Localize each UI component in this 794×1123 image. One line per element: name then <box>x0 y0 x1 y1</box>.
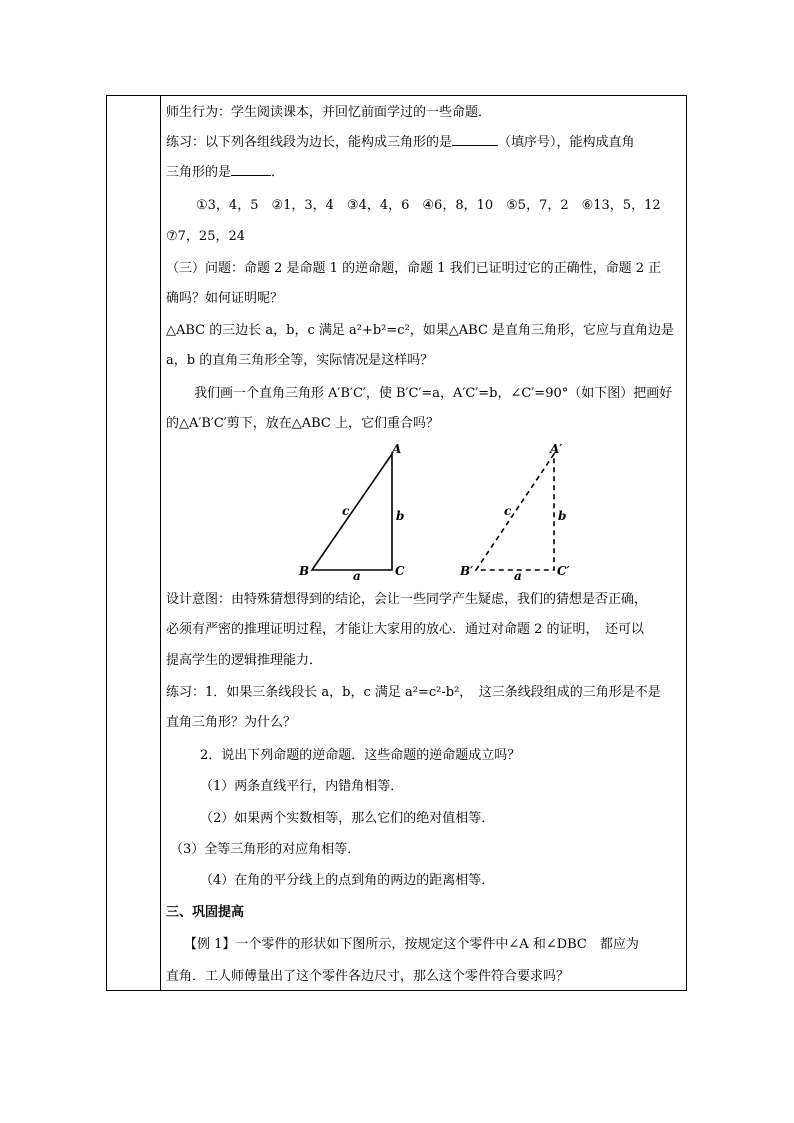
text-segment: ． <box>271 165 285 180</box>
text-line: 的△A′B′C′剪下，放在△ABC 上，它们重合吗？ <box>166 416 440 431</box>
text-line: （4）在角的平分线上的点到角的两边的距离相等． <box>200 873 495 888</box>
text-segment: （填序号），能构成直角 <box>498 135 635 150</box>
exercise-line <box>166 165 284 181</box>
column-divider <box>160 95 161 991</box>
text-line: 【例 1】一个零件的形状如下图所示，按规定这个零件中∠A 和∠DBC 都应为 <box>184 937 639 952</box>
answer-blank <box>452 145 498 146</box>
text-line: 直角三角形？为什么？ <box>166 715 297 730</box>
side-label-a-prime: a <box>514 569 522 583</box>
text-segment: 三角形的是 <box>166 165 232 180</box>
text-line: 必须有严密的推理证明过程，才能让大家用的放心．通过对命题 2 的证明， 还可以 <box>166 622 645 637</box>
side-label-a: a <box>353 569 361 583</box>
text-line: a，b 的直角三角形全等，实际情况是这样吗？ <box>166 353 434 368</box>
text-line: 直角．工人师傅量出了这个零件各边尺寸，那么这个零件符合要求吗？ <box>166 969 570 984</box>
vertex-label-a-prime: A′ <box>550 442 563 456</box>
side-label-c-prime: c <box>504 504 512 518</box>
text-line: 提高学生的逻辑推理能力． <box>166 653 323 668</box>
triangle-abc-figure <box>290 440 420 585</box>
options-line: ①3，4，5 ②1，3，4 ③4，4，6 ④6，8，10 ⑤5，7，2 ⑥13，5，12 <box>196 198 661 213</box>
answer-blank <box>231 175 271 176</box>
section-heading: 三、巩固提高 <box>166 905 245 920</box>
text-line: 练习：1．如果三条线段长 a，b，c 满足 a²=c²-b²， 这三条线段组成的三角形是不是 <box>166 685 661 700</box>
side-label-b-prime: b <box>558 509 567 523</box>
text-line: （三）问题：命题 2 是命题 1 的逆命题，命题 1 我们已证明过它的正确性，命题 2 正 <box>166 261 662 276</box>
side-label-b: b <box>396 509 405 523</box>
text-line: 2．说出下列命题的逆命题．这些命题的逆命题成立吗？ <box>200 748 521 763</box>
vertex-label-b: B <box>299 564 310 578</box>
vertex-label-c: C <box>395 564 405 578</box>
text-line: （3）全等三角形的对应角相等． <box>170 842 361 857</box>
triangle-abc <box>312 454 392 570</box>
vertex-label-a: A <box>392 442 402 456</box>
text-line: （2）如果两个实数相等，那么它们的绝对值相等． <box>200 811 495 826</box>
text-line: 师生行为：学生阅读课本，并回忆前面学过的一些命题． <box>166 105 492 120</box>
text-line: △ABC 的三边长 a，b，c 满足 a²+b²=c²，如果△ABC 是直角三角形，它应与直角边是 <box>166 323 675 338</box>
triangle-abc-prime <box>476 454 554 570</box>
text-line: 我们画一个直角三角形 A′B′C′，使 B′C′=a，A′C′=b，∠C′=90°（如下图）把画好 <box>194 386 673 401</box>
text-line: 设计意图：由特殊猜想得到的结论，会让一些同学产生疑虑，我们的猜想是否正确， <box>166 592 648 607</box>
vertex-label-c-prime: C′ <box>557 564 570 578</box>
options-line: ⑦7，25，24 <box>166 229 246 244</box>
text-segment: 练习：以下列各组线段为边长，能构成三角形的是 <box>166 135 453 150</box>
exercise-line <box>166 135 635 151</box>
side-label-c: c <box>342 504 350 518</box>
vertex-label-b-prime: B′ <box>460 564 474 578</box>
text-line: 确吗？如何证明呢？ <box>166 291 284 306</box>
triangle-abc-prime-figure <box>452 440 582 585</box>
text-line: （1）两条直线平行，内错角相等． <box>200 779 404 794</box>
